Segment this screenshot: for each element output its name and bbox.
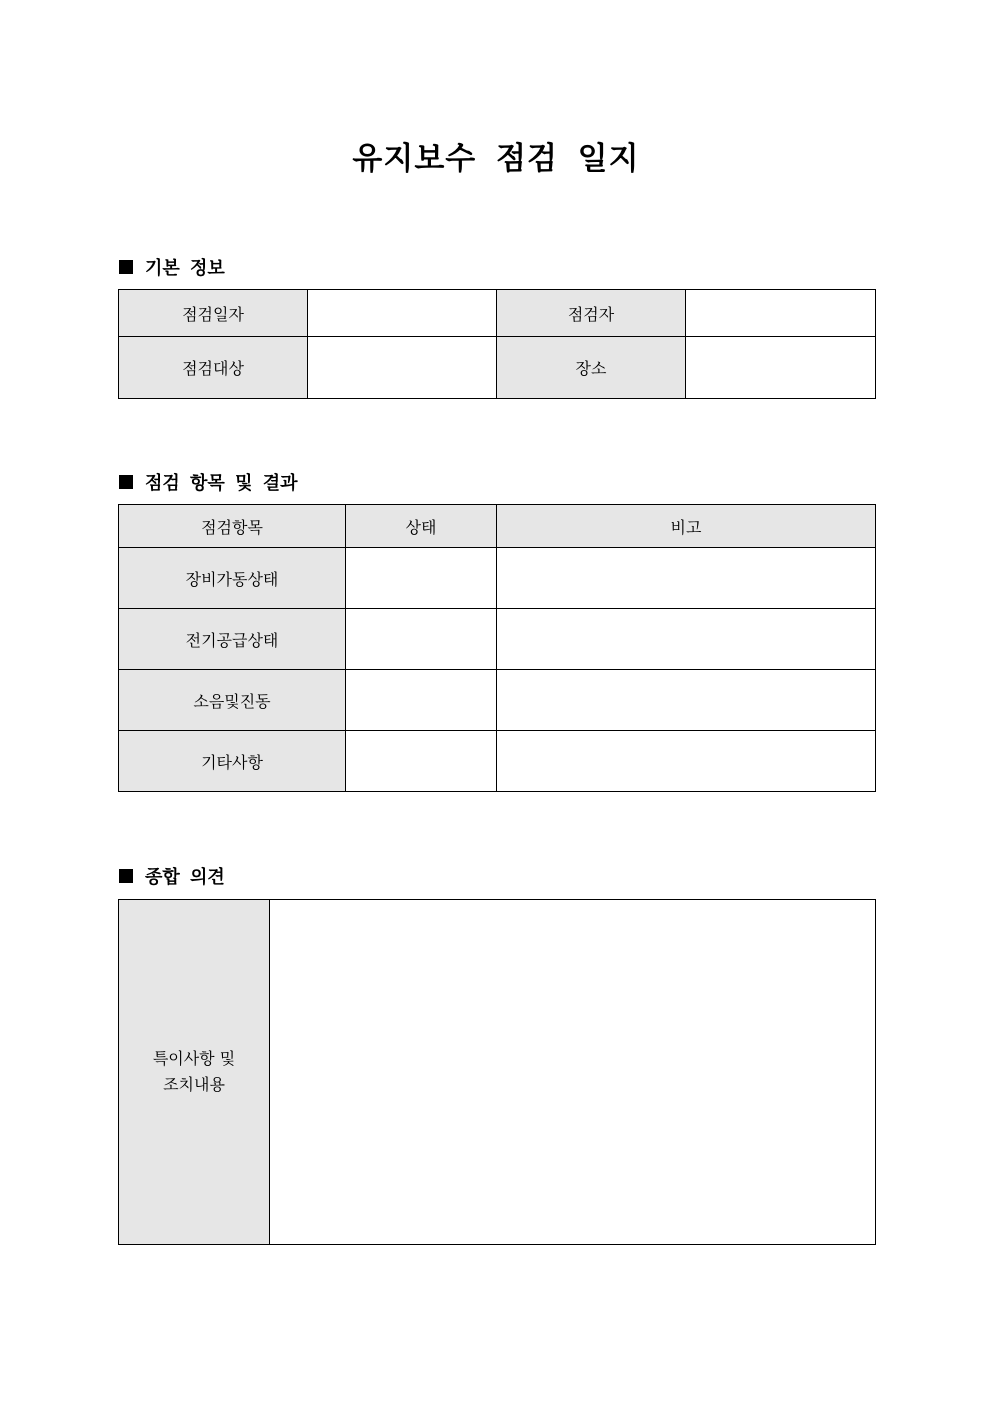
summary-table [118, 899, 876, 1245]
section-heading-label: 점검 항목 및 결과 [145, 473, 298, 494]
check-item-label: 전기공급상태 [119, 609, 346, 670]
location-label: 장소 [497, 337, 686, 399]
check-item-label: 소음및진동 [119, 670, 346, 731]
inspection-date-field[interactable] [308, 290, 497, 337]
check-item-label: 기타사항 [119, 731, 346, 792]
table-row [119, 900, 876, 1245]
remarks-actions-label-line2: 조치내용 [163, 1075, 225, 1094]
table-header-row [119, 505, 876, 548]
inspector-label: 점검자 [497, 290, 686, 337]
check-items-table [118, 504, 876, 792]
page-title: 유지보수 점검 일지 [352, 141, 640, 177]
inspector-field[interactable] [686, 290, 876, 337]
section-heading-basic-info [119, 254, 225, 280]
table-row [119, 290, 876, 337]
inspection-target-label: 점검대상 [119, 337, 308, 399]
location-field[interactable] [686, 337, 876, 399]
square-bullet-icon [119, 475, 133, 489]
inspection-date-label: 점검일자 [119, 290, 308, 337]
basic-info-table [118, 289, 876, 399]
table-row [119, 670, 876, 731]
section-heading-label: 종합 의견 [145, 867, 225, 888]
column-header-note: 비고 [497, 505, 876, 548]
table-row [119, 731, 876, 792]
note-field[interactable] [497, 609, 876, 670]
table-row [119, 609, 876, 670]
remarks-actions-label [119, 900, 270, 1245]
column-header-item: 점검항목 [119, 505, 346, 548]
section-heading-check-items [119, 469, 298, 495]
status-field[interactable] [346, 670, 497, 731]
check-item-label: 장비가동상태 [119, 548, 346, 609]
table-row [119, 337, 876, 399]
note-field[interactable] [497, 548, 876, 609]
inspection-target-field[interactable] [308, 337, 497, 399]
column-header-status: 상태 [346, 505, 497, 548]
remarks-actions-field[interactable] [270, 900, 876, 1245]
remarks-actions-label-line1: 특이사항 및 [152, 1049, 236, 1068]
section-heading-label: 기본 정보 [145, 258, 225, 279]
section-heading-summary [119, 863, 225, 889]
table-row [119, 548, 876, 609]
note-field[interactable] [497, 731, 876, 792]
square-bullet-icon [119, 260, 133, 274]
status-field[interactable] [346, 609, 497, 670]
note-field[interactable] [497, 670, 876, 731]
status-field[interactable] [346, 548, 497, 609]
status-field[interactable] [346, 731, 497, 792]
square-bullet-icon [119, 869, 133, 883]
